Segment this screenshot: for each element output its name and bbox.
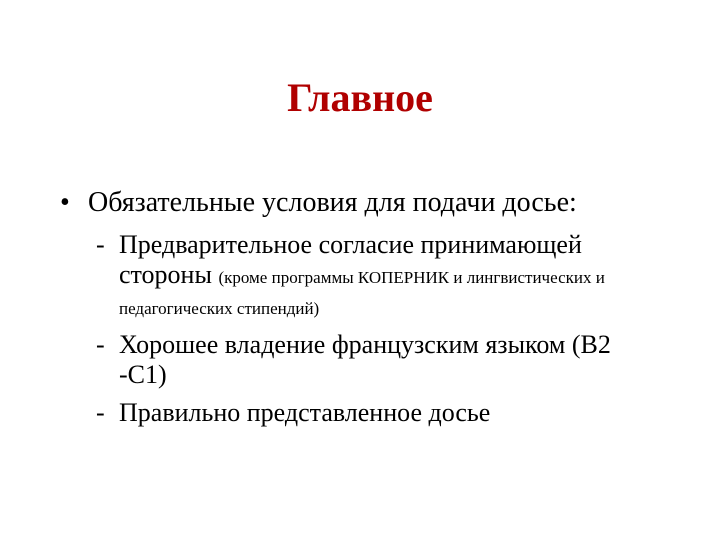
sub-item-body [119,230,679,325]
dash-marker: - [96,330,105,359]
main-bullet-text: Обязательные условия для подачи досье: [88,187,577,218]
bullet-marker: • [60,187,70,218]
dash-marker: - [96,398,105,427]
sub-item-line: Правильно представленное досье [119,398,491,427]
sub-item-text: стороны [119,260,212,289]
sub-item-body [119,330,679,390]
dash-marker: - [96,230,105,259]
sub-item-line: -С1) [119,360,167,389]
sub-item-body [119,398,679,428]
sub-item-line: Предварительное согласие принимающей [119,230,582,259]
sub-item-line [119,260,679,293]
slide-title: Главное [287,75,433,120]
sub-item-note: (кроме программы КОПЕРНИК и лингвистических и [218,268,605,287]
sub-item-line: Хорошее владение французским языком (В2 [119,330,611,359]
sub-item-note-continuation: педагогических стипендий) [119,299,320,318]
